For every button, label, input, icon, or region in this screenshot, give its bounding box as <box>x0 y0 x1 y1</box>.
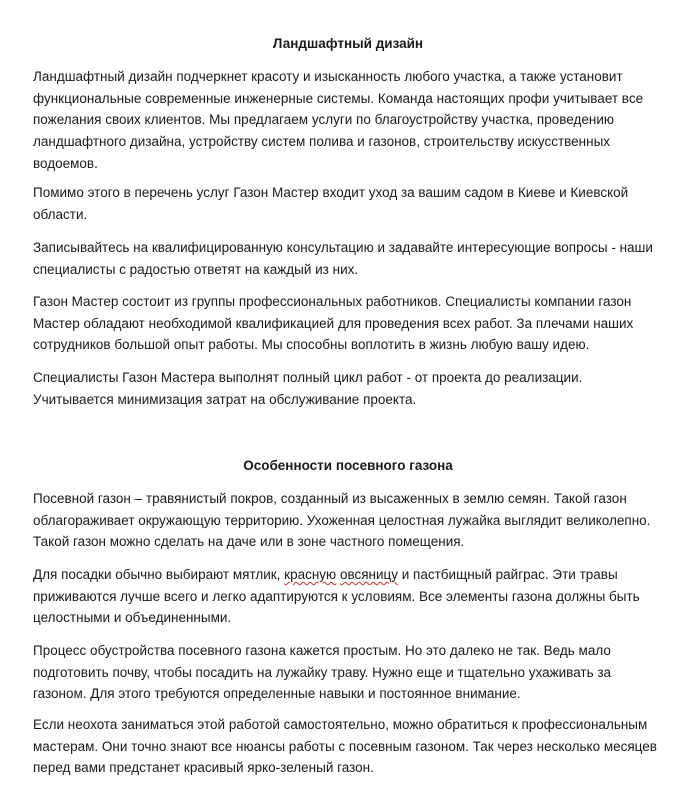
text-line: ландшафтного дизайна, устройству систем полива и газонов, строительству искусственных <box>33 134 611 150</box>
text-line: Ландшафтный дизайн подчеркнет красоту и изысканность любого участка, а также установит <box>33 69 623 84</box>
text-line: функциональные современные инженерные системы. Команда настоящих профи учитывает все <box>33 90 644 106</box>
text-line: мастерам. Они точно знают все нюансы работы с посевным газоном. Так через несколько месяцев <box>33 738 657 754</box>
paragraph <box>33 237 673 280</box>
text-line: Посевной газон – травянистый покров, созданный из высаженных в землю семян. Такой газон <box>33 491 627 506</box>
section-title-seeded-lawn: Особенности посевного газона <box>243 458 453 473</box>
text-line: облагораживает окружающую территорию. Ухоженная целостная лужайка выглядит великолепно. <box>33 512 651 528</box>
text-line: подготовить почву, чтобы посадить на лужайку траву. Нужно еще и тщательно ухаживать за <box>33 664 612 680</box>
text-line: Газон Мастер состоит из группы профессиональных работников. Специалисты компании газон <box>33 294 632 309</box>
text-line: целостными и объединенными. <box>33 610 232 626</box>
text-line: сотрудников большой опыт работы. Мы способны воплотить в жизнь любую вашу идею. <box>33 337 590 353</box>
paragraph <box>33 291 673 356</box>
text-line: приживаются лучше всего и легко адаптируются к условиям. Все элементы газона должны быть <box>33 588 640 604</box>
paragraph <box>33 367 673 410</box>
text-line: специалисты с радостью ответят на каждый из них. <box>33 261 359 277</box>
text-line: Если неохота заниматься этой работой самостоятельно, можно обратиться к профессиональным <box>33 717 648 732</box>
section-title-landscape-design: Ландшафтный дизайн <box>272 36 424 51</box>
text-line: пожелания своих клиентов. Мы предлагаем услуги по благоустройству участка, проведению <box>33 112 614 128</box>
text-line: газоном. Для этого требуются определенные навыки и постоянное внимание. <box>33 686 521 702</box>
text-segment: и пастбищный райграс. Эти травы <box>398 567 618 582</box>
paragraph <box>33 564 673 629</box>
text-line: Помимо этого в перечень услуг Газон Мастер входит уход за вашим садом в Киеве и Киевской <box>33 185 629 200</box>
text-line: Мастер обладают необходимой квалификацией для проведения всех работ. За плечами наших <box>33 315 634 331</box>
text-line: области. <box>33 206 88 222</box>
paragraph <box>33 488 673 553</box>
paragraph <box>33 714 673 779</box>
text-line: перед вами предстанет красивый ярко-зеленый газон. <box>33 760 374 776</box>
paragraph <box>33 182 673 225</box>
misspelled-word[interactable]: овсяницу <box>339 567 399 582</box>
misspelled-word[interactable]: красную <box>284 567 337 582</box>
text-line <box>33 564 673 586</box>
text-line: Учитывается минимизация затрат на обслуживание проекта. <box>33 391 417 407</box>
text-line: водоемов. <box>33 155 98 171</box>
paragraph <box>33 66 673 175</box>
text-line: Процесс обустройства посевного газона кажется простым. Но это далеко не так. Ведь мало <box>33 643 611 658</box>
text-line: Специалисты Газон Мастера выполнят полный цикл работ - от проекта до реализации. <box>33 370 583 385</box>
text-segment: Для посадки обычно выбирают мятлик, <box>33 567 285 582</box>
paragraph <box>33 640 673 705</box>
text-line: Такой газон можно сделать на даче или в зоне частного помещения. <box>33 534 465 550</box>
text-line: Записывайтесь на квалифицированную консультацию и задавайте интересующие вопросы - наши <box>33 240 653 255</box>
